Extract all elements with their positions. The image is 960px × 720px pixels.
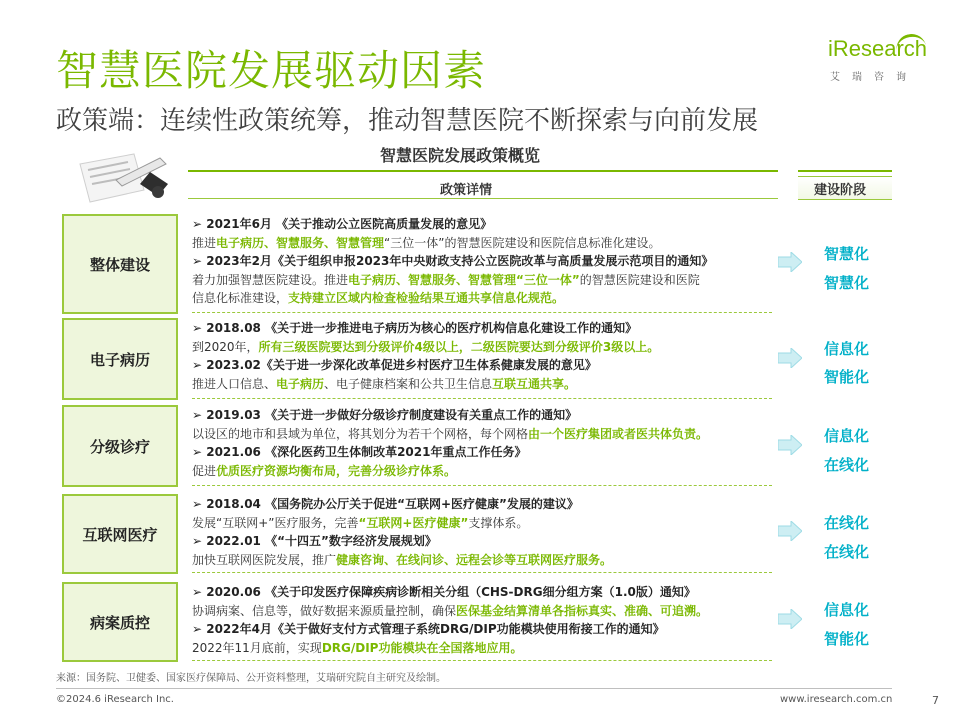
policy-description [192, 234, 772, 253]
row-separator [192, 660, 772, 661]
body-text: 的智慧医院建设和医院 [579, 272, 700, 287]
row-separator [192, 485, 772, 486]
body-text: 支撑体系。 [468, 515, 529, 530]
policy-description [192, 338, 772, 357]
iresearch-logo [822, 30, 932, 86]
highlight-text: 支持建立区域内检查检验结果互通共享信息化规范。 [288, 291, 565, 305]
category-label-line: 互联网 [82, 525, 128, 544]
right-arrow-icon [778, 435, 802, 455]
highlight-text: 互联互通共享。 [492, 376, 577, 391]
highlight-text: 电子病历、智慧服务、智慧管理“三位一体” [348, 272, 580, 287]
policy-document-title: ➢ 2019.03 《关于进一步做好分级诊疗制度建设有关重点工作的通知》 [192, 408, 578, 422]
category-label: 电子病历 [89, 350, 150, 369]
body-text: 协调病案、信息等，做好数据来源质量控制，确保 [192, 603, 457, 618]
policy-detail-block [192, 319, 772, 393]
highlight-text: 电子病历、智慧服务、智慧管理 [216, 235, 385, 250]
policy-document-title: ➢ 2022年4月《关于做好支付方式管理子系统DRG/DIP功能模块使用衔接工作的通知》 [192, 622, 665, 636]
stage-title-divider [798, 170, 892, 172]
logo-wordmark: iResearch [828, 36, 928, 61]
website-link[interactable]: www.iresearch.com.cn [780, 694, 893, 705]
policy-document-title: ➢ 2021年6月 《关于推动公立医院高质量发展的意见》 [192, 217, 493, 231]
logo-subtitle: 艾瑞咨询 [830, 72, 918, 83]
policy-detail-block [192, 215, 772, 308]
policy-description [192, 462, 772, 481]
policy-description [192, 602, 772, 621]
policy-description [192, 551, 772, 570]
body-text: 以设区的地市和县域为单位，将其划分为若干个网格，每个网格 [192, 426, 529, 441]
stage-label: 智慧化 [824, 274, 870, 292]
stage-label: 智能化 [824, 630, 870, 648]
policy-description [192, 514, 772, 533]
body-text: 推进人口信息、 [192, 376, 277, 391]
body-text: 促进 [192, 463, 217, 478]
category-box [62, 318, 178, 400]
policy-description [192, 289, 772, 308]
detail-header-divider [188, 198, 778, 199]
stage-label: 信息化 [824, 427, 870, 445]
row-separator [192, 572, 772, 573]
category-box [62, 405, 178, 487]
highlight-text: “互联网+医疗健康” [358, 515, 469, 530]
policy-document-title: ➢ 2018.08 《关于进一步推进电子病历为核心的医疗机构信息化建设工作的通知》 [192, 321, 638, 335]
stage-label: 在线化 [824, 543, 870, 561]
stage-label: 在线化 [824, 456, 870, 474]
policy-description [192, 375, 772, 394]
row-separator [192, 398, 772, 399]
stage-label: 智慧化 [824, 245, 870, 263]
body-text: 发展“互联网+”医疗服务，完善 [192, 515, 359, 530]
page-number: 7 [932, 694, 939, 707]
category-label-line: 医疗 [127, 525, 158, 544]
policy-detail-block [192, 583, 772, 657]
category-label: 整体建设 [89, 255, 150, 274]
body-text: 着力加强智慧医院建设。推进 [192, 272, 349, 287]
policy-document-title: ➢ 2021.06 《深化医药卫生体制改革2021年重点工作任务》 [192, 445, 527, 459]
right-arrow-icon [778, 348, 802, 368]
policy-document-title: ➢ 2020.06 《关于印发医疗保障疾病诊断相关分组（CHS-DRG细分组方案（1.0版）通知》 [192, 585, 696, 599]
row-separator [192, 312, 772, 313]
policy-detail-block [192, 495, 772, 569]
policy-document-title: ➢ 2023年2月《关于组织申报2023年中央财政支持公立医院改革与高质量发展示范项目的通知》 [192, 254, 714, 268]
right-arrow-icon [778, 252, 802, 272]
category-label: 分级诊疗 [89, 437, 150, 456]
title-divider [188, 170, 778, 172]
policy-document-title: ➢ 2022.01 《“十四五”数字经济发展规划》 [192, 534, 437, 548]
highlight-text: 医保基金结算清单各指标真实、准确、可追溯。 [456, 603, 709, 618]
stage-label: 信息化 [824, 340, 870, 358]
policy-description [192, 425, 772, 444]
stage-label: 在线化 [824, 514, 870, 532]
category-box [62, 494, 178, 574]
copyright: ©2024.6 iResearch Inc. [56, 694, 174, 705]
category-box [62, 582, 178, 662]
policy-document-title: ➢ 2023.02《关于进一步深化改革促进乡村医疗卫生体系健康发展的意见》 [192, 358, 597, 372]
body-text: 加快互联网医院发展，推广 [192, 552, 337, 567]
highlight-text: 优质医疗资源均衡布局，完善分级诊疗体系。 [216, 463, 457, 478]
policy-document-title: ➢ 2018.04 《国务院办公厅关于促进“互联网+医疗健康”发展的建议》 [192, 497, 579, 511]
highlight-text: DRG/DIP功能模块在全国落地应用。 [321, 640, 523, 655]
category-box [62, 214, 178, 314]
body-text: 2022年11月底前，实现 [192, 640, 322, 655]
body-text: 到2020年， [192, 339, 259, 354]
stage-label: 智能化 [824, 368, 870, 386]
source-note: 来源：国务院、卫健委、国家医疗保障局、公开资料整理，艾瑞研究院自主研究及绘制。 [56, 673, 446, 684]
highlight-text: 电子病历 [276, 376, 325, 391]
body-text: 推进 [192, 235, 217, 250]
stage-column-header: 建设阶段 [814, 183, 867, 198]
table-title: 智慧医院发展政策概览 [380, 146, 541, 165]
highlight-text: 所有三级医院要达到分级评价4级以上，二级医院要达到分级评价3级以上。 [258, 339, 660, 354]
category-label: 病案质控 [89, 613, 150, 632]
page-title: 智慧医院发展驱动因素 [56, 46, 487, 95]
body-text: 信息化标准建设， [192, 291, 289, 305]
body-text: 、电子健康档案和公共卫生信息 [324, 376, 493, 391]
detail-column-header: 政策详情 [440, 183, 493, 198]
footer-divider [56, 688, 892, 689]
highlight-text: 由一个医疗集团或者医共体负责。 [528, 426, 709, 441]
policy-detail-block [192, 406, 772, 480]
policy-description [192, 639, 772, 658]
right-arrow-icon [778, 609, 802, 629]
highlight-text: 健康咨询、在线问诊、远程会诊等互联网医疗服务。 [336, 552, 613, 567]
page-subtitle: 政策端：连续性政策统筹，推动智慧医院不断探索与向前发展 [56, 106, 759, 136]
right-arrow-icon [778, 521, 802, 541]
document-pen-icon [74, 150, 174, 210]
stage-label: 信息化 [824, 601, 870, 619]
policy-description [192, 271, 772, 290]
body-text: “三位一体”的智慧医院建设和医院信息标准化建设。 [384, 235, 661, 250]
